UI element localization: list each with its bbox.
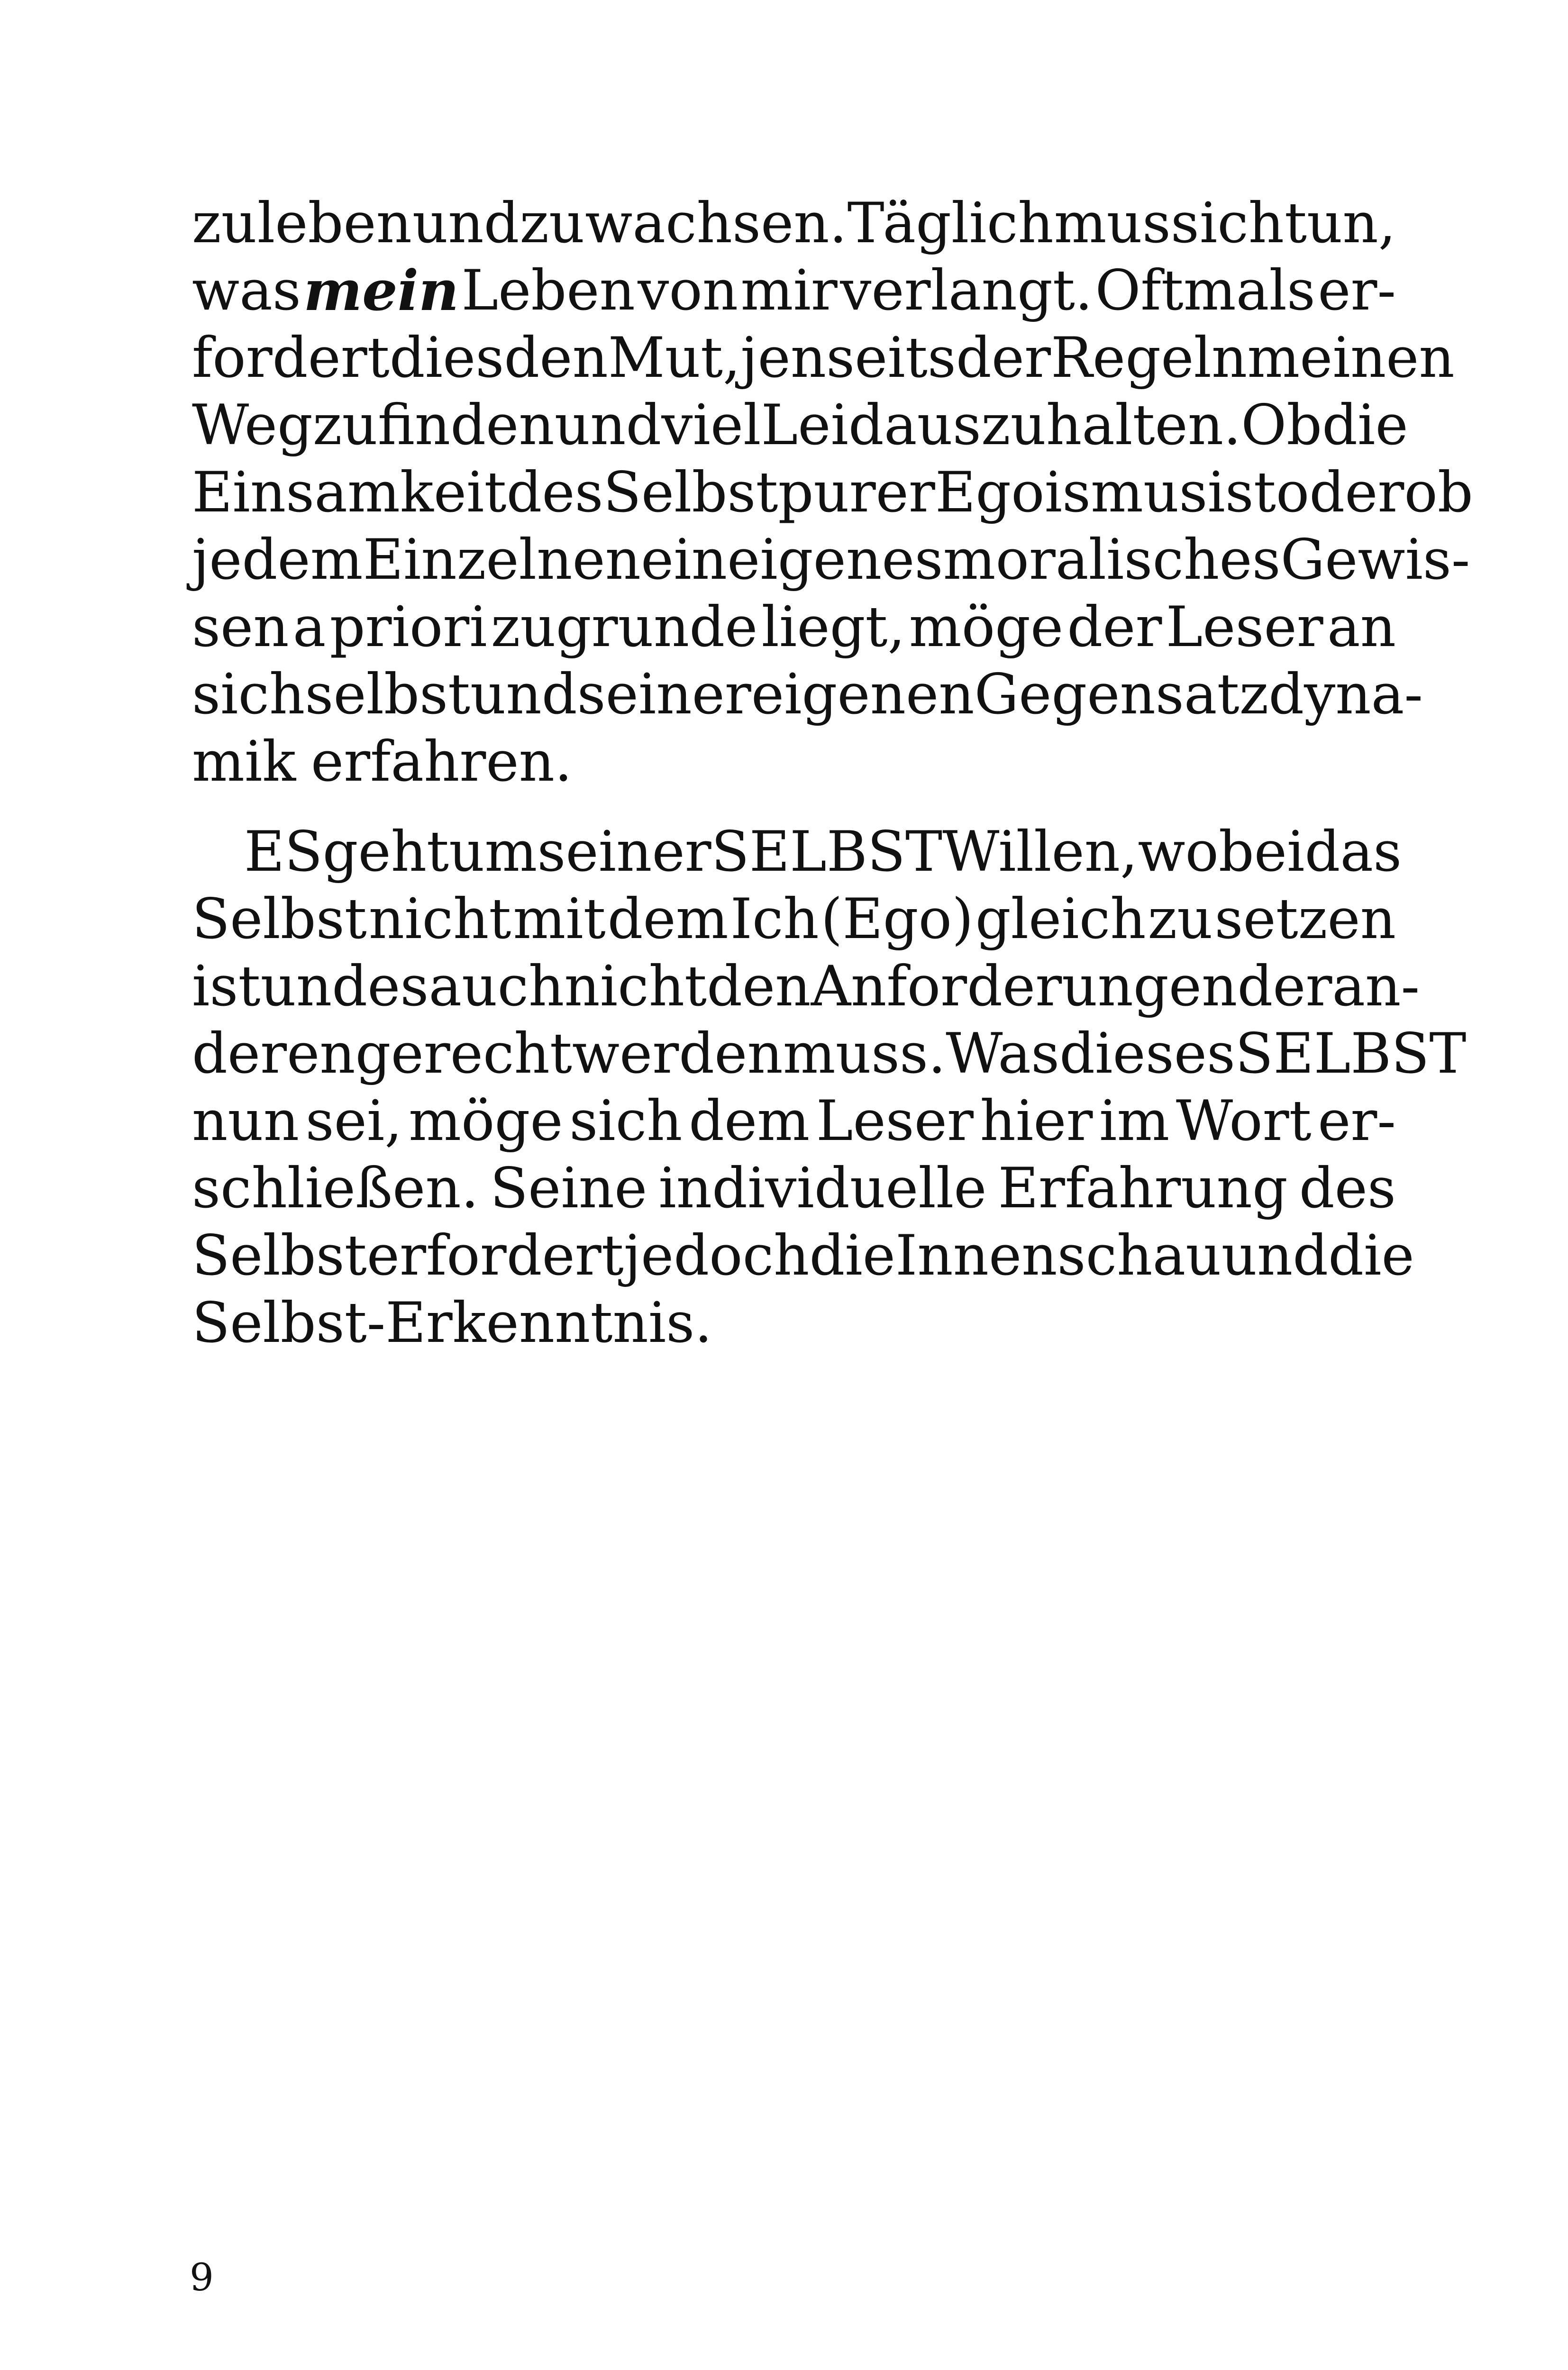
word: Erfahrung xyxy=(998,1156,1288,1221)
text-line xyxy=(192,953,1420,1020)
text-line xyxy=(192,1222,1414,1289)
word: Selbst xyxy=(192,1223,367,1288)
word: Was xyxy=(946,1021,1060,1086)
word: setzen xyxy=(1214,886,1396,951)
word: es xyxy=(367,954,429,1019)
word: mit xyxy=(513,886,606,951)
word: und xyxy=(1221,1223,1329,1288)
word: gerecht xyxy=(355,1021,572,1086)
word: priori xyxy=(329,594,487,659)
word: Seine xyxy=(490,1156,647,1221)
word: Ich xyxy=(730,886,819,951)
word: zugrunde xyxy=(491,594,758,659)
word: meinen xyxy=(1247,325,1455,390)
word: ich xyxy=(1199,191,1285,255)
word: a xyxy=(292,594,326,659)
word: ist xyxy=(1207,460,1276,525)
text-line xyxy=(192,526,1470,593)
word: oder xyxy=(1276,460,1404,525)
word: und xyxy=(412,191,520,255)
emphasized-word: mein xyxy=(303,258,459,323)
paragraph-1 xyxy=(192,190,1473,795)
word: Selbst-Erkenntnis. xyxy=(192,1290,712,1355)
paragraph-gap xyxy=(192,795,1396,818)
word: und xyxy=(260,954,368,1019)
word: von xyxy=(638,258,738,323)
word: Gewis- xyxy=(1280,527,1470,592)
text-line xyxy=(192,1155,1396,1222)
word: der xyxy=(956,325,1051,390)
word: Selbst xyxy=(603,460,778,525)
word: Egoismus xyxy=(935,460,1208,525)
word: Selbst xyxy=(192,886,367,951)
text-line xyxy=(192,593,1396,661)
word: jedem xyxy=(192,527,363,592)
word: Anforderungen xyxy=(811,954,1238,1019)
word: moralisches xyxy=(943,527,1281,592)
word: seiner xyxy=(577,662,751,727)
word: (Ego) xyxy=(820,886,974,951)
word: an xyxy=(1327,594,1396,659)
word: den xyxy=(504,325,608,390)
word: Willen, xyxy=(942,819,1138,884)
word: Leser xyxy=(816,1088,974,1153)
word: jedoch xyxy=(623,1223,810,1288)
word: der xyxy=(1237,954,1332,1019)
word: das xyxy=(1304,819,1402,884)
word: fordert xyxy=(192,325,390,390)
word: selbst xyxy=(305,662,471,727)
word: Innenschau xyxy=(895,1223,1222,1288)
word: liegt, xyxy=(761,594,905,659)
word: wachsen. xyxy=(585,191,847,255)
word: Ob xyxy=(1241,392,1322,457)
word: er- xyxy=(1318,1088,1396,1153)
word: Leben xyxy=(461,258,635,323)
word: die xyxy=(1328,1223,1414,1288)
word: tun, xyxy=(1285,191,1396,255)
word: Einsamkeit xyxy=(192,460,507,525)
word: mir xyxy=(740,258,838,323)
text-line xyxy=(192,1087,1396,1155)
word: muss. xyxy=(783,1021,946,1086)
word: geht xyxy=(322,819,449,884)
word: SELBST xyxy=(711,819,943,884)
word: zu xyxy=(1148,886,1213,951)
word: dem xyxy=(607,886,729,951)
word: muss xyxy=(1054,191,1199,255)
word: mik xyxy=(192,729,296,794)
word: er- xyxy=(1318,258,1396,323)
word: SELBST xyxy=(1235,1021,1467,1086)
text-line xyxy=(192,459,1473,526)
word: eigenes xyxy=(727,527,943,592)
text-line xyxy=(192,661,1423,728)
word: möge xyxy=(409,1088,563,1153)
word: ist xyxy=(192,954,261,1019)
word: Gegensatzdyna- xyxy=(974,662,1423,727)
word: leben xyxy=(257,191,412,255)
word: die xyxy=(809,1223,896,1288)
word: deren xyxy=(192,1021,356,1086)
word: sich xyxy=(192,662,305,727)
text-line xyxy=(192,257,1396,324)
word: und xyxy=(470,662,577,727)
word: ob xyxy=(1404,460,1473,525)
word: Täglich xyxy=(847,191,1054,255)
text-line xyxy=(192,392,1408,459)
word: dies xyxy=(389,325,504,390)
word: Regeln xyxy=(1050,325,1248,390)
word: Wort xyxy=(1176,1088,1312,1153)
word: erfahren. xyxy=(310,729,573,794)
word: individuelle xyxy=(658,1156,987,1221)
word: Leid xyxy=(761,392,884,457)
text-line xyxy=(192,1289,1396,1357)
word: gleich xyxy=(975,886,1146,951)
word: dem xyxy=(689,1088,810,1153)
word: des xyxy=(506,460,603,525)
word: was xyxy=(192,258,301,323)
body-text xyxy=(192,190,1473,1357)
word: purer xyxy=(778,460,935,525)
word: jenseits xyxy=(740,325,956,390)
word: ES xyxy=(244,819,323,884)
word: den xyxy=(707,954,811,1019)
word: nun xyxy=(192,1088,300,1153)
text-line xyxy=(192,728,1396,795)
word: des xyxy=(1299,1156,1396,1221)
page-number: 9 xyxy=(190,2255,214,2299)
word: zu xyxy=(192,191,257,255)
word: Einzelnen xyxy=(363,527,641,592)
word: verlangt. xyxy=(840,258,1093,323)
word: sich xyxy=(569,1088,683,1153)
word: Leser xyxy=(1166,594,1323,659)
word: und xyxy=(554,392,662,457)
word: auszuhalten. xyxy=(884,392,1241,457)
word: seiner xyxy=(537,819,711,884)
word: Mut, xyxy=(608,325,741,390)
word: an- xyxy=(1332,954,1420,1019)
text-line xyxy=(192,818,1402,885)
word: zu xyxy=(312,392,378,457)
word: Weg xyxy=(192,392,313,457)
word: ein xyxy=(641,527,728,592)
word: auch xyxy=(428,954,565,1019)
word: möge xyxy=(909,594,1064,659)
text-line xyxy=(192,1020,1467,1087)
word: nicht xyxy=(564,954,707,1019)
word: nicht xyxy=(368,886,511,951)
text-line xyxy=(192,885,1396,953)
word: Oftmals xyxy=(1095,258,1315,323)
word: werden xyxy=(572,1021,783,1086)
word: eigenen xyxy=(751,662,975,727)
word: sen xyxy=(192,594,289,659)
word: schließen. xyxy=(192,1156,479,1221)
word: die xyxy=(1322,392,1408,457)
word: hier xyxy=(980,1088,1093,1153)
text-line xyxy=(192,190,1396,257)
word: im xyxy=(1099,1088,1170,1153)
text-line xyxy=(192,324,1455,392)
word: erfordert xyxy=(366,1223,624,1288)
paragraph-2 xyxy=(192,818,1467,1357)
word: finden xyxy=(377,392,555,457)
word: der xyxy=(1067,594,1162,659)
word: sei, xyxy=(305,1088,402,1153)
word: wobei xyxy=(1138,819,1305,884)
word: dieses xyxy=(1059,1021,1236,1086)
word: um xyxy=(449,819,538,884)
word: viel xyxy=(661,392,761,457)
word: zu xyxy=(520,191,585,255)
